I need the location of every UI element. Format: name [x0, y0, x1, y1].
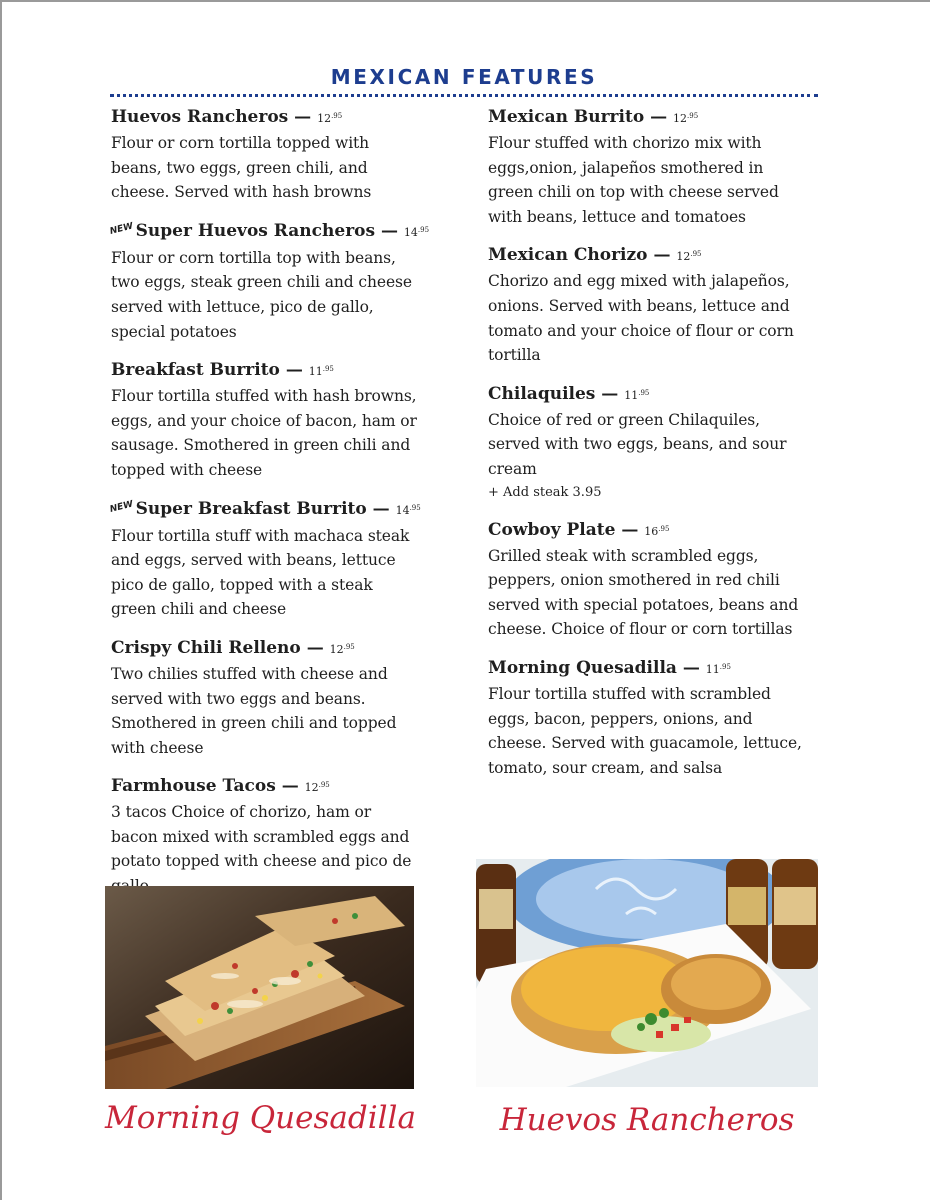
price-dash: — [380, 220, 398, 241]
quesadilla-photo [105, 886, 414, 1089]
menu-item-price [330, 643, 355, 656]
menu-item-heading [111, 104, 421, 131]
menu-item-price [676, 250, 701, 263]
menu-item-description: Grilled steak with scrambled eggs, peppers, onion smothered in red chili served with special potatoes, beans and cheese. Choice of flour or corn tortillas [488, 546, 799, 639]
menu-item-price [404, 226, 429, 239]
huevos-rancheros-illustration [476, 859, 818, 1087]
menu-item-price [673, 112, 698, 125]
price-dash: — [281, 776, 299, 797]
menu-item-heading [488, 242, 808, 269]
price-dollars: 14 [403, 225, 418, 239]
price-cents: .95 [658, 524, 670, 533]
menu-item-heading [111, 773, 421, 800]
menu-item-name: Crispy Chili Relleno [111, 637, 301, 658]
price-cents: .95 [343, 642, 355, 651]
price-dash: — [653, 245, 671, 266]
quesadilla-illustration [105, 886, 414, 1089]
section-title: MEXICAN FEATURES [330, 65, 598, 89]
menu-item-heading [488, 104, 808, 131]
menu-item-heading [488, 381, 808, 408]
menu-item-description: Flour or corn tortilla top with beans, two eggs, steak green chili and cheese served with lettuce, pico de gallo, special potatoes [111, 248, 412, 341]
caption-huevos-rancheros: Huevos Rancheros [499, 1102, 795, 1138]
menu-item [488, 517, 808, 642]
menu-item-addon: + Add steak 3.95 [488, 484, 602, 500]
price-dollars: 11 [705, 662, 720, 676]
price-dash: — [372, 498, 390, 519]
price-cents: .95 [417, 225, 430, 234]
menu-item-price [305, 781, 330, 794]
price-dollars: 12 [317, 112, 332, 125]
menu-item-name: Farmhouse Tacos [111, 776, 276, 797]
price-dash: — [306, 637, 324, 658]
menu-item [111, 773, 421, 898]
menu-item-name: Huevos Rancheros [111, 107, 289, 127]
menu-item [488, 381, 808, 504]
menu-item-heading [108, 218, 430, 246]
price-cents: .95 [331, 112, 343, 120]
price-dollars: 12 [676, 250, 691, 264]
menu-item-description: Chorizo and egg mixed with jalapeños, onions. Served with beans, lettuce and tomato and your choice of flour or corn tortilla [488, 272, 794, 365]
menu-item-price [706, 663, 731, 676]
price-cents: .95 [638, 388, 650, 397]
menu-item [488, 242, 808, 367]
price-cents: .95 [322, 365, 334, 374]
price-dollars: 11 [624, 388, 639, 402]
price-dash: — [285, 360, 303, 381]
menu-item-description: Choice of red or green Chilaquiles, served with two eggs, beans, and sour cream [488, 410, 787, 478]
price-cents: .95 [719, 662, 731, 671]
price-dollars: 14 [395, 503, 410, 517]
menu-item-description: 3 tacos Choice of chorizo, ham or bacon mixed with scrambled eggs and potato topped with cheese and pico de [111, 803, 412, 871]
menu-item-description: Flour stuffed with chorizo mix with eggs,onion, jalapeños smothered in green chili on top with cheese served with beans, lettuce and tomatoes [488, 134, 779, 226]
new-badge: NEW [108, 498, 135, 515]
price-cents: .95 [690, 250, 702, 259]
menu-item-description: Flour tortilla stuffed with scrambled eggs, bacon, peppers, onions, and cheese. Served with guacamole, lettuce, tomato, sour cream, and salsa [488, 684, 802, 777]
price-dash: — [601, 383, 619, 404]
menu-item-name: Mexican Burrito [488, 107, 645, 127]
menu-item [488, 104, 808, 229]
price-cents: .95 [687, 112, 699, 120]
menu-item-name: Breakfast Burrito [111, 360, 280, 381]
menu-item-name: Morning Quesadilla [488, 657, 677, 678]
menu-item-description: Flour tortilla stuffed with hash browns, eggs, and your choice of bacon, ham or sausage. Smothered in green chili and topped with cheese [111, 387, 417, 479]
new-badge: NEW [108, 221, 135, 237]
menu-item-name: Cowboy Plate [488, 519, 616, 540]
price-dash: — [650, 107, 668, 127]
menu-item [111, 104, 421, 205]
menu-column-left [108, 104, 430, 912]
menu-item-name: Chilaquiles [488, 383, 596, 404]
menu-item [108, 218, 430, 344]
menu-item-heading [108, 496, 421, 524]
price-dollars: 12 [329, 642, 344, 656]
menu-item-name: Super Breakfast Burrito [135, 498, 367, 519]
price-dollars: 12 [673, 112, 688, 125]
dotted-divider [110, 94, 818, 97]
menu-item-name: Super Huevos Rancheros [135, 220, 376, 241]
price-dash: — [682, 657, 700, 678]
menu-item-description: Flour or corn tortilla topped with beans, two eggs, green chili, and cheese. Served with hash browns [111, 134, 372, 202]
menu-item-description: Flour tortilla stuff with machaca steak and eggs, served with beans, lettuce pico de gallo, topped with a steak green chili and cheese [111, 526, 410, 619]
price-dollars: 16 [644, 524, 659, 538]
menu-item-price [309, 365, 334, 378]
huevos-rancheros-photo [476, 859, 818, 1087]
section-header [110, 64, 818, 98]
price-cents: .95 [409, 503, 421, 512]
price-dash: — [294, 107, 312, 127]
menu-item-heading [488, 655, 808, 682]
menu-item-heading [111, 357, 421, 384]
price-dollars: 12 [304, 781, 319, 795]
menu-item-price [317, 112, 342, 125]
menu-item-price [396, 504, 421, 517]
menu-item [488, 655, 808, 780]
menu-column-right [488, 104, 808, 793]
menu-item-description: Two chilies stuffed with cheese and served with two eggs and beans. Smothered in green chili and topped with cheese [111, 664, 397, 757]
price-dollars: 11 [308, 365, 323, 379]
menu-item-price [624, 389, 649, 402]
caption-morning-quesadilla: Morning Quesadilla [105, 1100, 416, 1136]
menu-item [111, 357, 421, 482]
menu-item-name: Mexican Chorizo [488, 245, 648, 266]
menu-item-heading [111, 635, 421, 662]
menu-item-heading [488, 517, 808, 544]
menu-item [108, 496, 421, 622]
menu-item [111, 635, 421, 760]
price-dash: — [621, 519, 639, 540]
price-cents: .95 [318, 781, 330, 790]
menu-item-price [644, 525, 669, 538]
